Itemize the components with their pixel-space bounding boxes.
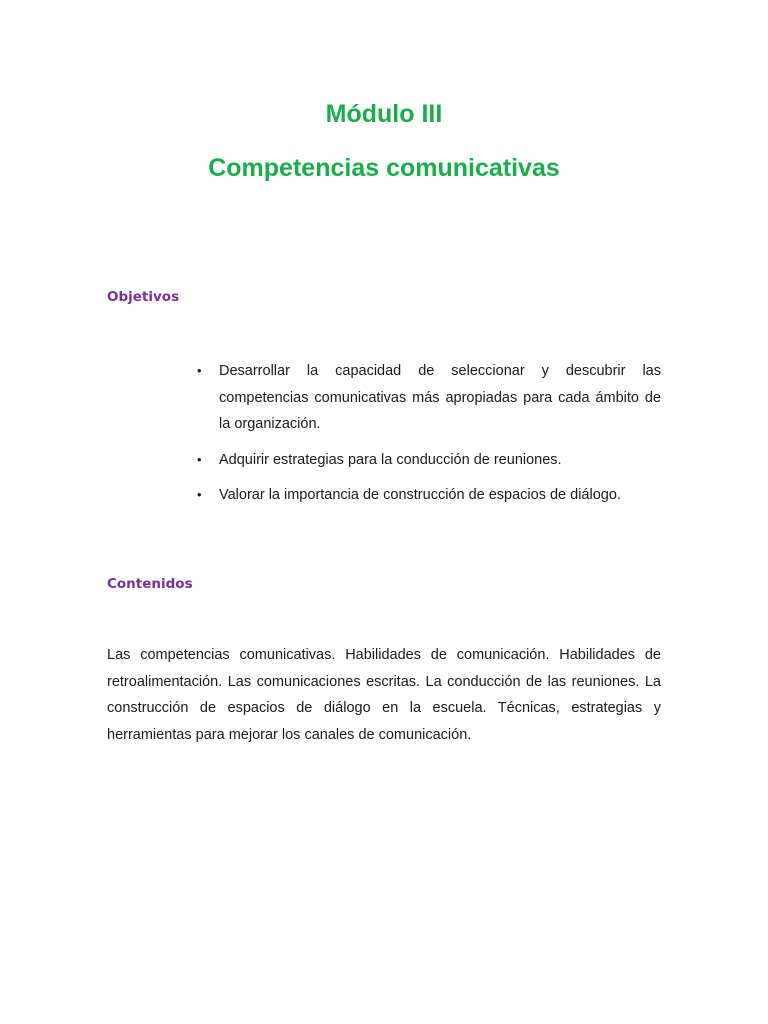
contents-paragraph: Las competencias comunicativas. Habilidades de comunicación. Habilidades de retroalimentación. Las comunicaciones escritas. La conducción de las reuniones. La construcción de espacios de diálogo en la escuela. Técnicas, estrategias y herramientas para mejorar los canales de comunicación.: [107, 647, 661, 743]
bullet-icon: •: [197, 451, 202, 467]
contenidos-heading: Contenidos: [107, 576, 193, 592]
objective-text: Desarrollar la capacidad de seleccionar y descubrir las competencias comunicativas más apropiadas para cada ámbito de la organización.: [219, 363, 661, 432]
objectives-list: [195, 358, 661, 518]
objetivos-heading: Objetivos: [107, 289, 180, 305]
bullet-icon: •: [197, 487, 202, 502]
list-item: [195, 358, 661, 438]
list-item: [195, 482, 661, 509]
module-title: Módulo III: [325, 100, 443, 128]
objective-text: Adquirir estrategias para la conducción de reuniones.: [219, 451, 562, 468]
list-item: [195, 447, 661, 474]
bullet-icon: •: [197, 363, 202, 378]
module-subtitle: Competencias comunicativas: [208, 154, 560, 182]
objective-text: Valorar la importancia de construcción de espacios de diálogo.: [219, 487, 621, 503]
